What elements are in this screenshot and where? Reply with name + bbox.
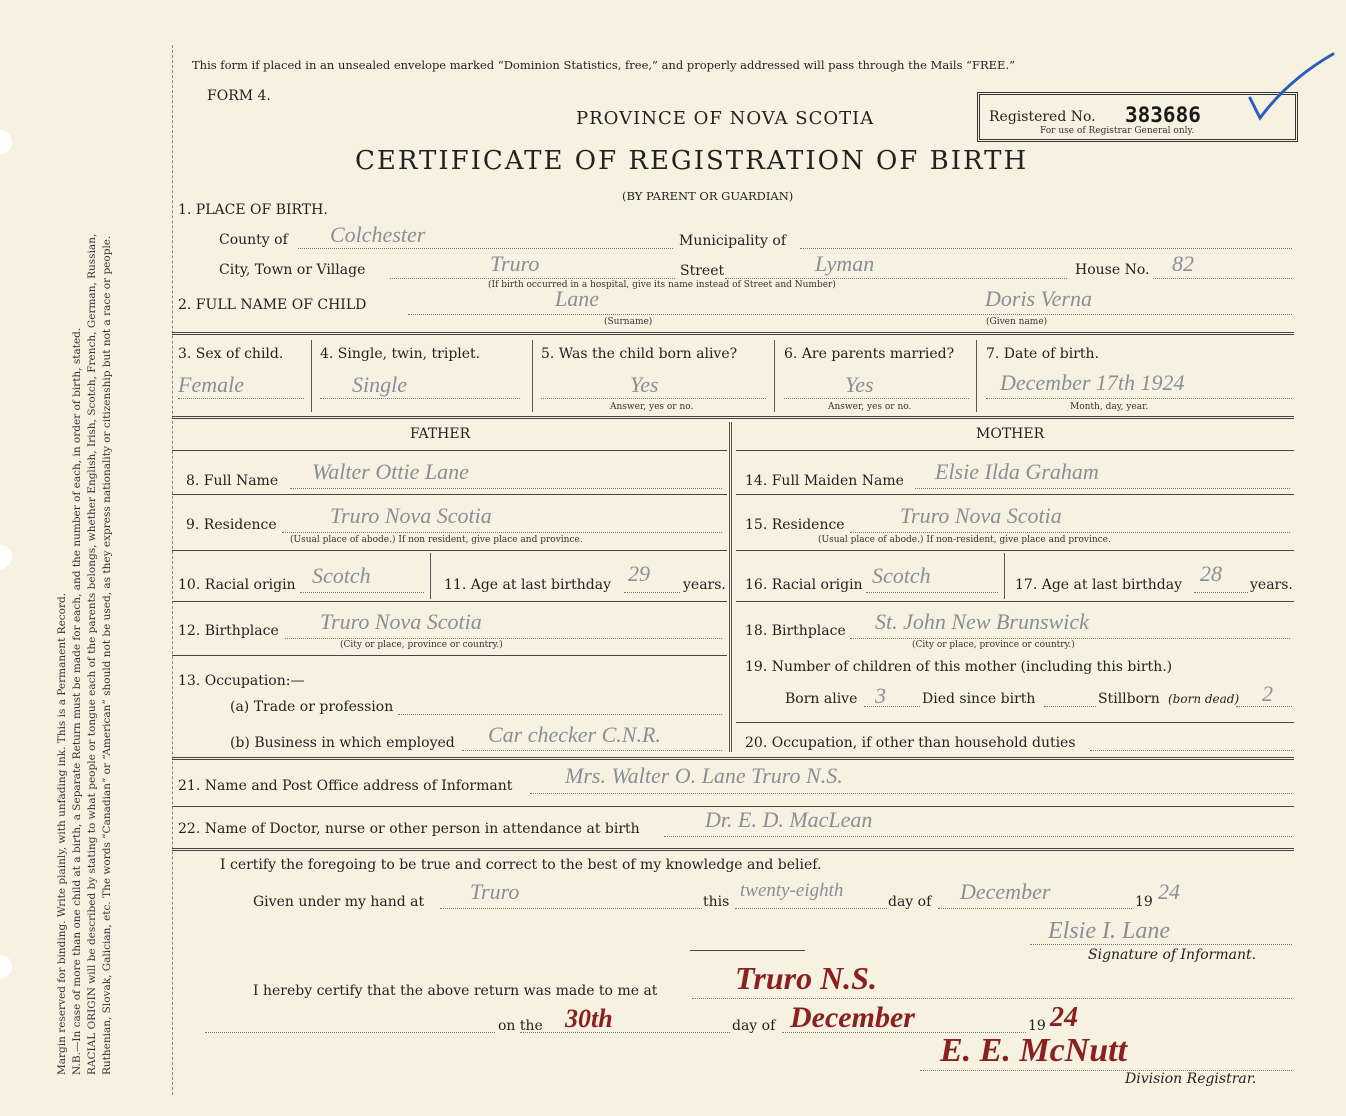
mother-birthplace-note: (City or place, province or country.) — [912, 640, 1075, 650]
registrar-month: December — [790, 1001, 915, 1034]
registrar-place: Truro N.S. — [735, 960, 877, 996]
sex-label: 3. Sex of child. — [178, 346, 284, 362]
plurality-value: Single — [352, 372, 407, 397]
father-name-label: 8. Full Name — [186, 473, 279, 489]
postal-notice: This form if placed in an unsealed envelope marked “Dominion Statistics, free,” and properly addressed will pass through the Mails “FREE.” — [192, 58, 1015, 72]
mother-birthplace-value: St. John New Brunswick — [875, 609, 1089, 634]
born-alive-value: Yes — [630, 372, 659, 397]
father-birthplace-note: (City or place, province or country.) — [340, 640, 503, 650]
parents-married-caption: Answer, yes or no. — [828, 402, 912, 412]
certify-month: December — [960, 879, 1051, 904]
registered-number: 383686 — [1125, 103, 1201, 127]
margin-note: Ruthenian, Slovak, Galician, etc. The words “Canadian” or “American” should not be used, as they express nationality or citizenship but not a race or people. — [101, 235, 113, 1075]
registrar-text: I hereby certify that the above return was made to me at — [253, 983, 658, 999]
municipality-label: Municipality of — [679, 233, 787, 249]
born-alive-count: 3 — [875, 683, 886, 708]
dob-caption: Month, day, year. — [1070, 402, 1149, 412]
mother-occupation-label: 20. Occupation, if other than household duties — [745, 735, 1076, 751]
mother-residence-note: (Usual place of abode.) If non-resident, give place and province. — [818, 535, 1111, 545]
street-value: Lyman — [815, 251, 875, 276]
father-age-label: 11. Age at last birthday — [444, 577, 612, 593]
father-occupation-label: 13. Occupation:— — [178, 673, 305, 689]
registrar-year-prefix: 19 — [1028, 1018, 1046, 1034]
child-given-name: Doris Verna — [985, 286, 1092, 311]
child-name-label: 2. FULL NAME OF CHILD — [178, 297, 367, 313]
street-label: Street — [680, 263, 725, 279]
registrar-signature: E. E. McNutt — [940, 1032, 1128, 1069]
father-age-value: 29 — [628, 561, 650, 586]
given-under-label: Given under my hand at — [253, 894, 425, 910]
margin-note: N.B.—In case of more than one child at a birth, a Separate Return must be made for each, and the number of each, in order of birth, stated. — [71, 327, 83, 1075]
stillborn-count: 2 — [1262, 681, 1273, 706]
margin-note: RACIAL ORIGIN will be described by stating to what people or tongue each of the parents belongs, whether English, Irish, Scotch, French, German, Russian, — [86, 233, 98, 1075]
mother-name-label: 14. Full Maiden Name — [745, 473, 904, 489]
house-label: House No. — [1075, 262, 1150, 278]
plurality-label: 4. Single, twin, triplet. — [320, 346, 481, 362]
born-alive-caption: Answer, yes or no. — [610, 402, 694, 412]
father-age-years: years. — [683, 577, 726, 593]
margin-note: Margin reserved for binding. Write plainly, with unfading ink. This is a Permanent Record. — [56, 592, 68, 1075]
house-value: 82 — [1172, 251, 1194, 276]
trade-label: (a) Trade or profession — [230, 699, 394, 715]
mother-name-value: Elsie Ilda Graham — [935, 459, 1099, 484]
dob-label: 7. Date of birth. — [986, 346, 1100, 362]
given-name-caption: (Given name) — [986, 317, 1048, 327]
father-residence-note: (Usual place of abode.) If non resident, give place and province. — [290, 535, 583, 545]
father-name-value: Walter Ottie Lane — [312, 459, 469, 484]
mother-age-label: 17. Age at last birthday — [1015, 577, 1183, 593]
sex-value: Female — [178, 372, 244, 397]
this-label: this — [703, 894, 730, 910]
province-heading: PROVINCE OF NOVA SCOTIA — [576, 108, 875, 129]
mother-residence-label: 15. Residence — [745, 517, 845, 533]
father-heading: FATHER — [410, 426, 471, 442]
registered-note: For use of Registrar General only. — [1040, 126, 1195, 136]
check-mark-icon — [1248, 50, 1338, 125]
dob-value: December 17th 1924 — [1000, 370, 1185, 395]
father-residence-label: 9. Residence — [186, 517, 277, 533]
parents-married-value: Yes — [845, 372, 874, 397]
father-birthplace-label: 12. Birthplace — [178, 623, 279, 639]
children-label: 19. Number of children of this mother (including this birth.) — [745, 659, 1173, 675]
dayof-label: day of — [888, 894, 932, 910]
certify-text: I certify the foregoing to be true and correct to the best of my knowledge and belief. — [220, 857, 822, 873]
registrar-dayof-label: day of — [732, 1018, 776, 1034]
informant-signature: Elsie I. Lane — [1048, 918, 1170, 944]
registrar-on-label: on the — [498, 1018, 543, 1034]
father-birthplace-value: Truro Nova Scotia — [320, 609, 482, 634]
punch-hole — [0, 955, 12, 979]
page-title: CERTIFICATE OF REGISTRATION OF BIRTH — [355, 146, 1029, 176]
informant-label: 21. Name and Post Office address of Informant — [178, 778, 513, 794]
stillborn-note: (born dead) — [1168, 692, 1240, 706]
registered-label: Registered No. — [989, 109, 1096, 125]
doctor-value: Dr. E. D. MacLean — [705, 807, 873, 832]
born-alive-label: 5. Was the child born alive? — [541, 346, 738, 362]
mother-age-value: 28 — [1200, 561, 1222, 586]
surname-caption: (Surname) — [604, 317, 653, 327]
father-race-label: 10. Racial origin — [178, 577, 296, 593]
registrar-year: 24 — [1050, 1002, 1078, 1033]
mother-race-value: Scotch — [872, 563, 931, 588]
margin-notes — [55, 65, 115, 1075]
mother-residence-value: Truro Nova Scotia — [900, 503, 1062, 528]
day-word: twenty-eighth — [740, 880, 844, 901]
punch-hole — [0, 130, 12, 154]
place-heading: 1. PLACE OF BIRTH. — [178, 202, 328, 218]
mother-age-years: years. — [1250, 577, 1293, 593]
punch-hole — [0, 545, 12, 569]
child-surname: Lane — [555, 286, 599, 311]
county-value: Colchester — [330, 222, 426, 247]
certify-year: 24 — [1158, 879, 1180, 904]
stillborn-label: Stillborn — [1098, 691, 1160, 707]
mother-heading: MOTHER — [976, 426, 1045, 442]
city-value: Truro — [490, 251, 540, 276]
city-label: City, Town or Village — [219, 262, 366, 278]
doctor-label: 22. Name of Doctor, nurse or other person in attendance at birth — [178, 821, 640, 837]
died-label: Died since birth — [922, 691, 1036, 707]
mother-birthplace-label: 18. Birthplace — [745, 623, 846, 639]
form-number: FORM 4. — [207, 88, 271, 104]
mother-race-label: 16. Racial origin — [745, 577, 863, 593]
certify-year-prefix: 19 — [1135, 894, 1153, 910]
signature-caption: Signature of Informant. — [1088, 947, 1257, 963]
page-subtitle: (BY PARENT OR GUARDIAN) — [622, 189, 794, 203]
registrar-caption: Division Registrar. — [1125, 1071, 1257, 1087]
informant-value: Mrs. Walter O. Lane Truro N.S. — [565, 763, 843, 788]
hospital-note: (If birth occurred in a hospital, give its name instead of Street and Number) — [488, 280, 836, 290]
form-left-border — [172, 45, 173, 1095]
born-alive-count-label: Born alive — [785, 691, 858, 707]
father-residence-value: Truro Nova Scotia — [330, 503, 492, 528]
parents-married-label: 6. Are parents married? — [784, 346, 955, 362]
father-race-value: Scotch — [312, 563, 371, 588]
business-value: Car checker C.N.R. — [488, 722, 661, 747]
registrar-day: 30th — [565, 1004, 613, 1033]
given-place: Truro — [470, 879, 520, 904]
county-label: County of — [219, 232, 288, 248]
business-label: (b) Business in which employed — [230, 735, 455, 751]
